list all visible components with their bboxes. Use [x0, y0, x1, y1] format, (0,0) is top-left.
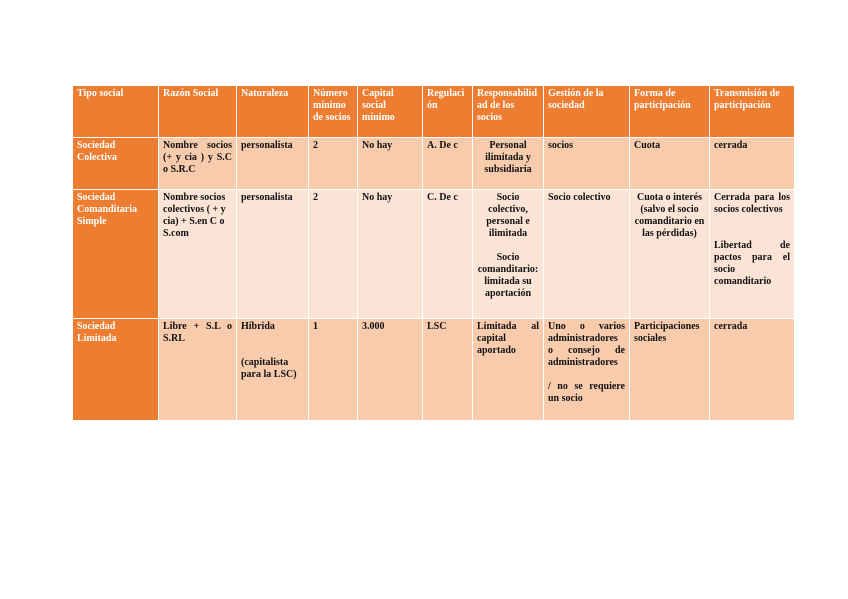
header-numero-minimo: Número mínimo de socios	[309, 86, 358, 138]
row-label-comanditaria: Sociedad Comanditaria Simple	[73, 190, 159, 319]
row-label-colectiva: Sociedad Colectiva	[73, 138, 159, 190]
cell-responsabilidad: Limitada al capital aportado	[473, 319, 544, 421]
transmision-comanditario: Libertad de pactos para el socio comanditario	[714, 240, 790, 287]
cell-responsabilidad	[473, 190, 544, 319]
cell-regulacion: A. De c	[423, 138, 473, 190]
table-header-row	[73, 86, 795, 138]
header-gestion: Gestión de la sociedad	[544, 86, 630, 138]
cell-responsabilidad: Personal ilimitada y subsidiaria	[473, 138, 544, 190]
cell-forma: Cuota o interés (salvo el socio comanditario en las pérdidas)	[630, 190, 710, 319]
naturaleza-hibrida: Híbrida	[241, 321, 275, 332]
cell-forma: Cuota	[630, 138, 710, 190]
table-row	[73, 190, 795, 319]
header-capital-minimo: Capital social mínimo	[358, 86, 423, 138]
transmision-colectivos: Cerrada para los socios colectivos	[714, 192, 790, 215]
header-razon-social: Razón Social	[159, 86, 237, 138]
cell-num-socios: 2	[309, 190, 358, 319]
cell-gestion	[544, 319, 630, 421]
header-responsabilidad: Responsabilidad de los socios	[473, 86, 544, 138]
cell-forma: Participaciones sociales	[630, 319, 710, 421]
cell-num-socios: 1	[309, 319, 358, 421]
cell-regulacion: LSC	[423, 319, 473, 421]
cell-capital: No hay	[358, 190, 423, 319]
header-transmision: Transmisión de participación	[710, 86, 795, 138]
cell-capital: No hay	[358, 138, 423, 190]
row-label-limitada: Sociedad Limitada	[73, 319, 159, 421]
sociedades-table	[72, 85, 795, 421]
cell-transmision	[710, 190, 795, 319]
cell-gestion: Socio colectivo	[544, 190, 630, 319]
responsabilidad-colectivo: Socio colectivo, personal e ilimitada	[486, 192, 530, 239]
cell-transmision: cerrada	[710, 319, 795, 421]
cell-num-socios: 2	[309, 138, 358, 190]
cell-gestion: socios	[544, 138, 630, 190]
header-tipo-social: Tipo social	[73, 86, 159, 138]
cell-regulacion: C. De c	[423, 190, 473, 319]
gestion-no-socio: / no se requiere un socio	[548, 381, 625, 404]
cell-naturaleza: personalista	[237, 190, 309, 319]
cell-razon: Libre + S.L o S.RL	[159, 319, 237, 421]
cell-razon: Nombre socios colectivos ( + y cia) + S.en C o S.com	[159, 190, 237, 319]
cell-razon: Nombre socios (+ y cia ) y S.C o S.R.C	[159, 138, 237, 190]
table-row	[73, 138, 795, 190]
header-forma-participacion: Forma de participación	[630, 86, 710, 138]
header-regulacion: Regulación	[423, 86, 473, 138]
cell-capital: 3.000	[358, 319, 423, 421]
cell-transmision: cerrada	[710, 138, 795, 190]
naturaleza-capitalista: (capitalista para la LSC)	[241, 357, 297, 380]
cell-naturaleza	[237, 319, 309, 421]
responsabilidad-comanditario: Socio comanditario: limitada su aportación	[477, 252, 539, 299]
header-naturaleza: Naturaleza	[237, 86, 309, 138]
cell-naturaleza: personalista	[237, 138, 309, 190]
gestion-administradores: Uno o varios administradores o consejo de administradores	[548, 321, 625, 368]
table-row	[73, 319, 795, 421]
